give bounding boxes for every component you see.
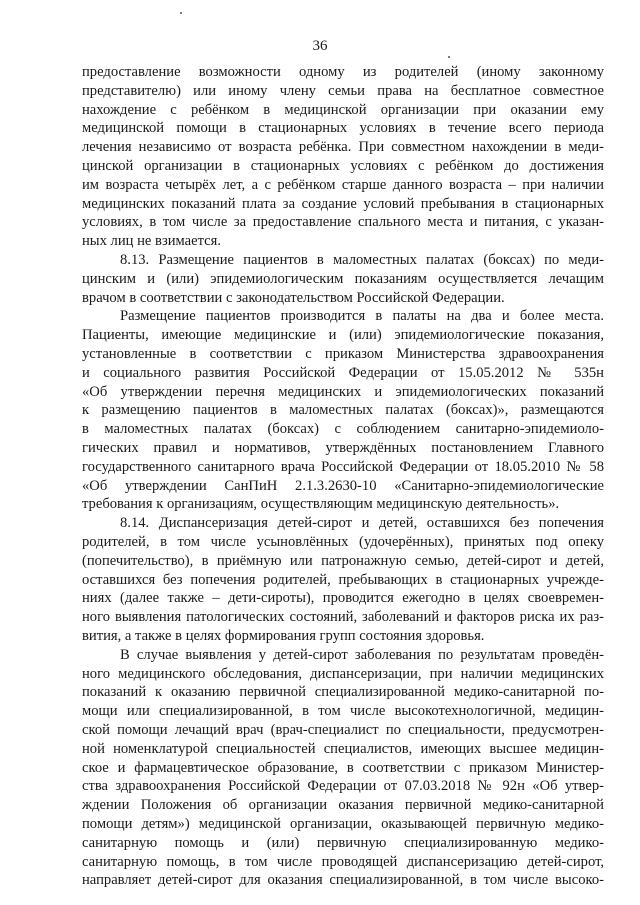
text-line: ское и фармацевтическое образование, в соответствии с приказом Министер- <box>82 759 604 776</box>
text-line: В случае выявления у детей-сирот заболевания по результатам проведён- <box>120 646 604 663</box>
text-line: 8.13. Размещение пациентов в маломестных палатах (боксах) по меди- <box>120 252 604 268</box>
text-line: (попечительство), в приёмную или патронажную семью, детей-сирот и детей, <box>82 552 604 569</box>
text-line: к размещению пациентов в маломестных палатах (боксах)», размещаются <box>82 402 604 419</box>
text-line: лечения независимо от возраста ребёнка. При совместном нахождении в меди- <box>82 139 604 156</box>
text-line: мощи или специализированной, в том числе высокотехнологичной, медицин- <box>82 703 604 720</box>
text-line: ства здравоохранения Российской Федерации от 07.03.2018 № 92н «Об утвер- <box>82 778 604 795</box>
text-line: помощи детям») медицинской организации, оказывающей первичную медико- <box>82 816 604 832</box>
text-line: требования к организациям, осуществляющим медицинскую деятельность». <box>82 496 560 513</box>
text-line: ных лиц не взимается. <box>82 233 221 250</box>
text-line: 8.14. Диспансеризация детей-сирот и детей, оставшихся без попечения <box>120 515 604 532</box>
text-line: и социального развития Российской Федерации от 15.05.2012 № 535н <box>82 364 604 381</box>
text-line: ской помощи лечащий врач (врач-специалист по специальности, предусмотрен- <box>82 722 604 738</box>
text-line: ной номенклатурой специальностей специалистов, имеющих высшее медицин- <box>82 740 604 757</box>
text-line: Размещение пациентов производится в палаты на два и более места. <box>120 308 604 325</box>
text-line: ниях (далее также – дети-сироты), проводится ежегодно в целях своевремен- <box>82 590 604 607</box>
text-line: государственного санитарного врача Российской Федерации от 18.05.2010 № 58 <box>82 458 604 475</box>
page-number: 36 <box>312 38 328 54</box>
text-line: условиях, в том числе за предоставление спального места и питания, с указан- <box>82 214 604 231</box>
text-line: цинским и (или) эпидемиологическим показаниям осуществляется лечащим <box>82 270 604 287</box>
text-line: родителей, в том числе усыновлённых (удочерённых), принятых под опеку <box>82 534 604 550</box>
scan-speck <box>448 56 450 58</box>
text-line: установленные в соответствии с приказом Министерства здравоохранения <box>82 346 604 362</box>
text-line: врачом в соответствии с законодательством Российской Федерации. <box>82 289 505 306</box>
text-line: ждении Положения об организации оказания первичной медико-санитарной <box>82 797 604 814</box>
text-line: санитарную помощь, в том числе проводящей диспансеризацию детей-сирот, <box>82 853 604 870</box>
text-line: показаний к оказанию первичной специализированной медико-санитарной по- <box>82 684 604 701</box>
text-line: Пациенты, имеющие медицинские и (или) эпидемиологические показания, <box>82 327 604 344</box>
text-line: вития, а также в целях формирования групп состояния здоровья. <box>82 628 485 644</box>
text-line: оставшихся без попечения родителей, пребывающих в стационарных учрежде- <box>82 571 604 588</box>
scan-speck <box>180 12 182 14</box>
text-line: направляет детей-сирот для оказания специализированной, в том числе высоко- <box>82 872 604 889</box>
text-line: ного медицинского обследования, диспансеризации, при наличии медицинских <box>82 665 604 682</box>
text-line: нахождение с ребёнком в медицинской организации при оказании ему <box>82 101 604 118</box>
text-line: в маломестных палатах (боксах) с соблюдением санитарно-эпидемиоло- <box>82 421 604 438</box>
text-line: представителю) или иному члену семьи права на бесплатное совместное <box>82 82 604 99</box>
text-line: цинской организации в стационарных условиях с ребёнком до достижения <box>82 158 604 174</box>
text-line: «Об утверждении СанПиН 2.1.3.2630-10 «Санитарно-эпидемиологические <box>82 477 604 494</box>
text-line: ного выявления патологических состояний, заболеваний и факторов риска их раз- <box>82 609 604 626</box>
text-line: предоставление возможности одному из родителей (иному законному <box>82 64 604 80</box>
text-line: «Об утверждении перечня медицинских и эпидемиологических показаний <box>82 383 604 400</box>
text-line: медицинских показаний плата за создание условий пребывания в стационарных <box>82 195 604 212</box>
text-line: медицинской помощи в стационарных условиях в течение всего периода <box>82 120 604 137</box>
text-line: гических правил и нормативов, утверждённых постановлением Главного <box>82 440 604 456</box>
text-line: им возраста четырёх лет, а с ребёнком старше данного возраста – при наличии <box>82 176 604 193</box>
text-line: санитарную помощь и (или) первичную специализированную медико- <box>82 834 604 851</box>
